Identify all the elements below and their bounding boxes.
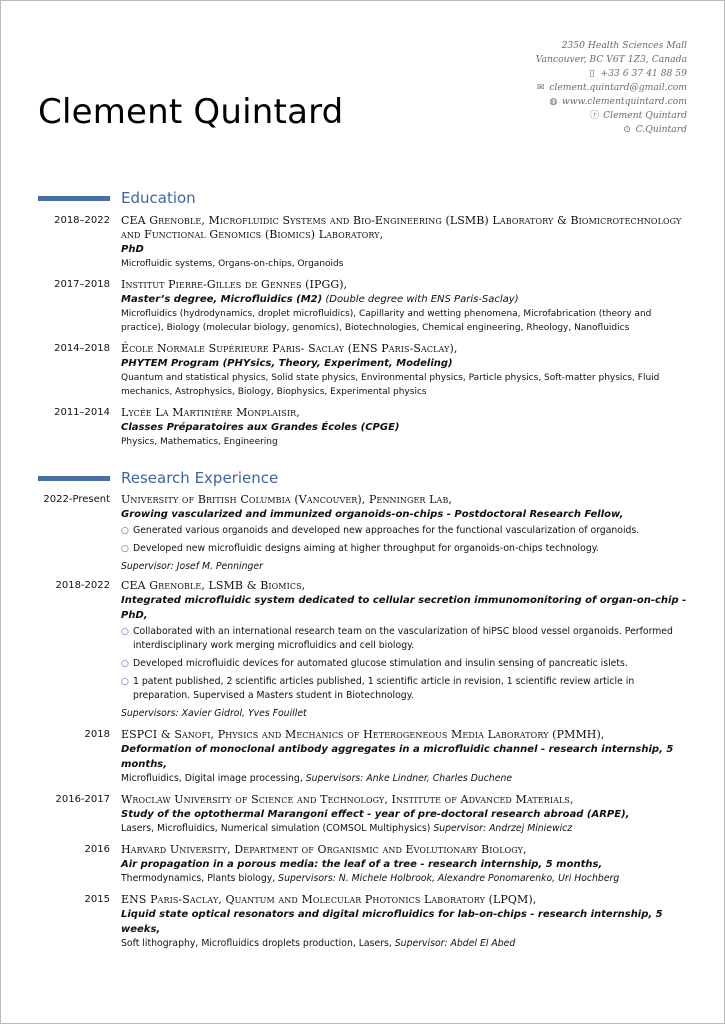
bullet-circle-icon: ○ (121, 526, 129, 536)
researchgate-link[interactable]: Clement Quintard (603, 110, 687, 121)
entry-description: Physics, Mathematics, Engineering (121, 437, 278, 447)
researchgate-line[interactable] (535, 109, 687, 123)
bullet-list (121, 625, 690, 703)
entry-role (121, 292, 690, 307)
entry-date: 2022-Present (43, 494, 110, 505)
research-entry (38, 728, 690, 786)
researchgate-icon: ⓡ (590, 110, 600, 121)
list-item: ○ Developed new microfluidic designs aiming at higher throughput for organoids-on-chips technology. (121, 543, 599, 554)
entry-date: 2018–2022 (54, 215, 110, 226)
entry-description: Microfluidic systems, Organs-on-chips, Organoids (121, 259, 344, 269)
list-item: ○ Collaborated with an international research team on the vascularization of hiPSC blood vessel organoids. Performed interdisciplinary work merging microfluidics and cell biology. (121, 626, 673, 651)
phone-line (535, 67, 687, 81)
section-bar (38, 196, 110, 201)
email-icon: ✉ (536, 82, 545, 93)
education-title: Education (121, 189, 196, 207)
entry-role: Air propagation in a porous media: the leaf of a tree - research internship, 5 months, (121, 859, 603, 870)
entry-description: Quantum and statistical physics, Solid state physics, Environmental physics, Particle physics, Soft-matter physics, Fluid mechanics, Astrophysics, Biology, Biophysics, Experimental physics (121, 373, 660, 397)
entry-date: 2015 (84, 894, 110, 905)
entry-institution: Wroclaw University of Science and Technology, Institute of Advanced Materials, (121, 793, 574, 806)
github-link[interactable]: C.Quintard (635, 124, 687, 135)
address-line-2: Vancouver, BC V6T 1Z3, Canada (535, 54, 687, 65)
entry-date: 2017–2018 (54, 279, 110, 290)
entry-date: 2011–2014 (54, 407, 110, 418)
address-line-1: 2350 Health Sciences Mall (561, 40, 687, 51)
bullet-circle-icon: ○ (121, 677, 129, 687)
email-link[interactable]: clement.quintard@gmail.com (549, 82, 687, 93)
github-icon: ⊙ (623, 124, 631, 135)
entry-date: 2016-2017 (55, 794, 110, 805)
entry-supervisor: Supervisors: N. Michele Holbrook, Alexandre Ponomarenko, Uri Hochberg (278, 873, 620, 884)
entry-date: 2018-2022 (55, 580, 110, 591)
research-section (38, 469, 690, 951)
entry-role: PhD (121, 244, 144, 255)
entry-date: 2014–2018 (54, 343, 110, 354)
list-item: ○ Developed microfluidic devices for automated glucose stimulation and insulin sensing of pancreatic islets. (121, 658, 628, 669)
phone-icon: ▯ (589, 68, 595, 79)
entry-institution: École Normale Supérieure Paris- Saclay (ENS Paris-Saclay), (121, 342, 458, 355)
education-entry (38, 342, 690, 399)
person-name: Clement Quintard (38, 92, 344, 132)
website-link[interactable]: www.clementquintard.com (561, 96, 687, 107)
list-item: ○ 1 patent published, 2 scientific articles published, 1 scientific article in revision, 1 scientific review article in preparation. Supervised a Masters student in Biotechnology. (121, 676, 635, 701)
entry-role: Study of the optothermal Marangoni effect - year of pre-doctoral research abroad (ARPE), (121, 809, 630, 820)
education-header (38, 189, 690, 207)
research-title: Research Experience (121, 469, 279, 487)
website-line[interactable] (535, 95, 687, 109)
role-title: Master’s degree, Microfluidics (M2) (121, 294, 323, 305)
entry-supervisor: Supervisors: Xavier Gidrol, Yves Fouillet (121, 708, 307, 719)
entry-institution: CEA Grenoble, Microfluidic Systems and Bio-Engineering (LSMB) Laboratory & Biomicrotechnology and Functional Genomics (Biomics) Laboratory, (121, 214, 682, 241)
entry-description: Microfluidics (hydrodynamics, droplet microfluidics), Capillarity and wetting phenomena, Microfabrication (theory and practice), Biology (molecular biology, genomics), Biotechnologies, Chemical engineering, Rheology, Nanofluidics (121, 309, 652, 333)
entry-role: Integrated microfluidic system dedicated to cellular secretion immunomonitoring of organ-on-chip - PhD, (121, 595, 687, 621)
entry-description: Lasers, Microfluidics, Numerical simulation (COMSOL Multiphysics) Supervisor: Andrzej Miniewicz (121, 823, 573, 834)
entry-role: Liquid state optical resonators and digital microfluidics for lab-on-chips - research internship, 5 weeks, (121, 909, 663, 935)
github-line[interactable] (535, 123, 687, 137)
entry-supervisor: Supervisor: Josef M. Penninger (121, 561, 263, 572)
entry-institution: Institut Pierre-Gilles de Gennes (IPGG), (121, 278, 348, 291)
bullet-list (121, 524, 690, 556)
entry-role: Growing vascularized and immunized organoids-on-chips - Postdoctoral Research Fellow, (121, 509, 624, 520)
contact-block (535, 39, 687, 137)
entry-role: Classes Préparatoires aux Grandes Écoles (CPGE) (121, 422, 400, 433)
research-entry (38, 579, 690, 721)
research-entry (38, 843, 690, 886)
entry-institution: ENS Paris-Saclay, Quantum and Molecular Photonics Laboratory (LPQM), (121, 893, 537, 906)
entry-role: PHYTEM Program (PHYsics, Theory, Experiment, Modeling) (121, 358, 453, 369)
entry-description: Soft lithography, Microfluidics droplets production, Lasers, Supervisor: Abdel El Abed (121, 938, 516, 949)
research-header (38, 469, 690, 487)
education-entry (38, 406, 690, 449)
bullet-circle-icon: ○ (121, 627, 129, 637)
research-entry (38, 493, 690, 574)
section-bar (38, 476, 110, 481)
entry-institution: ESPCI & Sanofi, Physics and Mechanics of Heterogeneous Media Laboratory (PMMH), (121, 728, 605, 741)
entry-supervisor: Supervisor: Andrzej Miniewicz (433, 823, 573, 834)
entry-institution: Harvard University, Department of Organismic and Evolutionary Biology, (121, 843, 527, 856)
globe-icon: ◍ (549, 96, 558, 107)
research-entry (38, 793, 690, 836)
entry-institution: University of British Columbia (Vancouver), Penninger Lab, (121, 493, 453, 506)
entry-role: Deformation of monoclonal antibody aggregates in a microfluidic channel - research internship, 5 months, (121, 744, 674, 770)
entry-supervisor: Supervisors: Anke Lindner, Charles Duchene (305, 773, 513, 784)
bullet-circle-icon: ○ (121, 659, 129, 669)
education-entry (38, 278, 690, 335)
entry-description: Microfluidics, Digital image processing, Supervisors: Anke Lindner, Charles Duchene (121, 773, 513, 784)
entry-institution: Lycée La Martinière Monplaisir, (121, 406, 300, 419)
entry-institution: CEA Grenoble, LSMB & Biomics, (121, 579, 306, 592)
education-entry (38, 214, 690, 271)
entry-description: Thermodynamics, Plants biology, Supervisors: N. Michele Holbrook, Alexandre Ponomarenko, Uri Hochberg (121, 873, 620, 884)
education-section (38, 189, 690, 449)
bullet-circle-icon: ○ (121, 544, 129, 554)
entry-date: 2016 (84, 844, 110, 855)
entry-supervisor: Supervisor: Abdel El Abed (394, 938, 516, 949)
role-note: (Double degree with ENS Paris-Saclay) (322, 294, 519, 305)
email-line[interactable] (535, 81, 687, 95)
phone-number: +33 6 37 41 88 59 (600, 68, 687, 79)
list-item: ○ Generated various organoids and developed new approaches for the functional vascularization of organoids. (121, 525, 640, 536)
entry-date: 2018 (84, 729, 110, 740)
research-entry (38, 893, 690, 951)
